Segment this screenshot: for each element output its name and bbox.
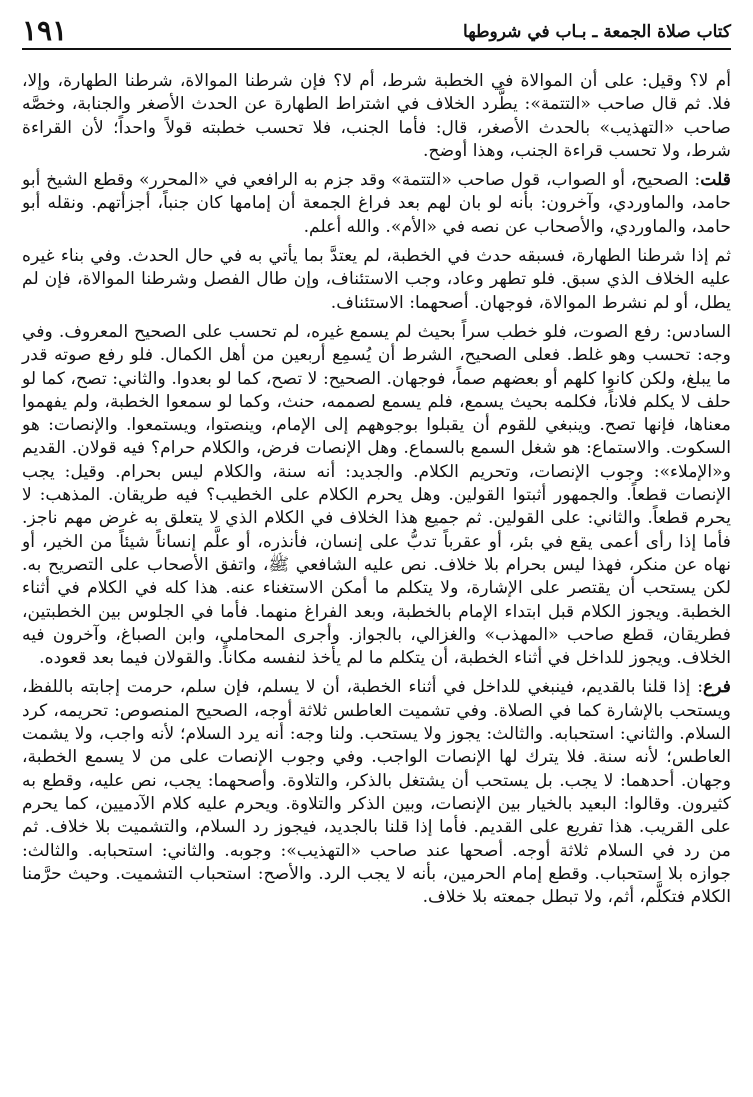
paragraph-text: أم لا؟ وقيل: على أن الموالاة في الخطبة شرط، أم لا؟ فإن شرطنا الموالاة، شرطنا الطهارة، وإلا، فلا. ثم قال صاحب «التتمة»: يطَّرد الخلاف في اشتراط الطهارة عن الحدث الأصغر والجنابة، وخصَّه صاحب «التهذيب» بالحدث الأصغر، قال: فأما الجنب، فلا تحسب خطبته قولاً واحداً؛ لأن القراءة شرط، ولا تحسب قراءة الجنب، وهذا أوضح. <box>22 71 731 161</box>
paragraph-keyword: قلت <box>700 170 731 191</box>
page-body <box>22 70 731 1085</box>
running-title: كتاب صلاة الجمعة ـ بـاب في شروطها <box>463 22 731 42</box>
paragraph-text: السادس: رفع الصوت، فلو خطب سراً بحيث لم يسمع غيره، لم تحسب على الصحيح المعروف. وفي وجه: تحسب وهو غلط. فعلى الصحيح، الشرط أن يُسمِع أربعين من أهل الكمال. فلو رفع صوته قدر ما يبلغ، ولكن كانوا كلهم أو بعضهم صماً، فوجهان. الصحيح: لا تصح، كما لو بعدوا. والثاني: تصح، كما لو حلف لا يكلم فلاناً، فكلمه بحيث يسمع، فلم يسمع لصممه، حنث، وكما لو سمعوا الخطبة، ولم يفهموا معناها، فإنها تصح. وينبغي للقوم أن يقبلوا بوجوههم إلى الإمام، وينصتوا، ويستمعوا. والإنصات: هو السكوت. والاستماع: هو شغل السمع بالسماع. وهل الإنصات فرض، والكلام حرام؟ فيه قولان. القديم و«الإملاء»: وجوب الإنصات، وتحريم الكلام. والجديد: أنه سنة، والكلام ليس بحرام. وقيل: يجب الإنصات قطعاً. والجمهور أثبتوا القولين. وهل يحرم الكلام على الخطيب؟ فيه طريقان. المذهب: لا يحرم قطعاً. والثاني: على القولين. ثم جميع هذا الخلاف في الكلام الذي لا يتعلق به غرض مهم ناجز. فأما إذا رأى أعمى يقع في بئر، أو عقرباً تدبُّ على إنسان، فأنذره، أو علَّم إنساناً شيئاً من الخير، أو نهاه عن منكر، فهذا ليس بحرام بلا خلاف. نص عليه الشافعي ﷺ، واتفق الأصحاب على التصريح به. لكن يستحب أن يقتصر على الإشارة، ولا يتكلم ما أمكن الاستغناء عنه. هذا كله في الكلام في أثناء الخطبة. ويجوز الكلام قبل ابتداء الإمام بالخطبة، وبعد الفراغ منهما. فأما في الجلوس بين الخطبتين، فطريقان، قطع صاحب «المهذب» والغزالي، بالجواز. وأجرى المحاملي، وابن الصباغ، وآخرون فيه الخلاف. ويجوز للداخل في أثناء الخطبة، أن يتكلم ما لم يأخذ لنفسه مكاناً. والقولان فيما بعد قعوده. <box>22 321 731 669</box>
page-header <box>22 8 731 50</box>
paragraph-5 <box>22 676 731 909</box>
paragraph-keyword: فرع <box>703 677 731 698</box>
paragraph-4 <box>22 321 731 670</box>
paragraph-1 <box>22 70 731 163</box>
page-number: ١٩١ <box>22 14 68 47</box>
paragraph-text: : الصحيح، أو الصواب، قول صاحب «التتمة» وقد جزم به الرافعي في «المحرر» وقطع الشيخ أبو حامد، والماوردي، وآخرون: بأنه لو بان لهم بعد فراغ الجمعة أن إمامها كان جنباً، أجزأتهم. ونقله أبو حامد، والماوردي، والأصحاب عن نصه في «الأم». والله أعلم. <box>22 170 731 237</box>
paragraph-3 <box>22 245 731 315</box>
paragraph-2 <box>22 169 731 239</box>
paragraph-text: : إذا قلنا بالقديم، فينبغي للداخل في أثناء الخطبة، أن لا يسلم، فإن سلم، حرمت إجابته باللفظ، ويستحب بالإشارة كما في الصلاة. وفي تشميت العاطس ثلاثة أوجه، الصحيح المنصوص: تحريمه، كرد السلام. والثاني: استحبابه. والثالث: يجوز ولا يستحب. ولنا وجه: أنه يرد السلام؛ لأنه واجب، ولا يشمت العاطس؛ لأنه سنة. فلا يترك لها الإنصات الواجب. وفي وجوب الإنصات على من لا يسمع الخطبة، وجهان. أحدهما: لا يجب. بل يستحب أن يشتغل بالذكر، والتلاوة. وأصحهما: يجب، نص عليه، وقطع به كثيرون. وقالوا: البعيد بالخيار بين الإنصات، وبين الذكر والتلاوة. ويحرم عليه كلام الآدميين، كما يحرم على القريب. هذا تفريع على القديم. فأما إذا قلنا بالجديد، فيجوز رد السلام، والتشميت بلا خلاف. ثم من رد في السلام ثلاثة أوجه. أصحها عند صاحب «التهذيب»: وجوبه. والثاني: استحبابه. والثالث: جوازه بلا استحباب. وقطع إمام الحرمين، بأنه لا يجب الرد. والأصح: استحباب التشميت. وحيث حرَّمنا الكلام فتكلَّم، أثم، ولا تبطل جمعته بلا خلاف. <box>22 677 731 908</box>
paragraph-text: ثم إذا شرطنا الطهارة، فسبقه حدث في الخطبة، لم يعتدَّ بما يأتي به في حال الحدث. وفي بناء غيره عليه الخلاف الذي سبق. فلو تطهر وعاد، وجب الاستئناف، وإن طال الفصل وشرطنا الموالاة، فإن لم يطل، أو لم نشرط الموالاة، فوجهان. أصحهما: الاستئناف. <box>22 246 731 313</box>
